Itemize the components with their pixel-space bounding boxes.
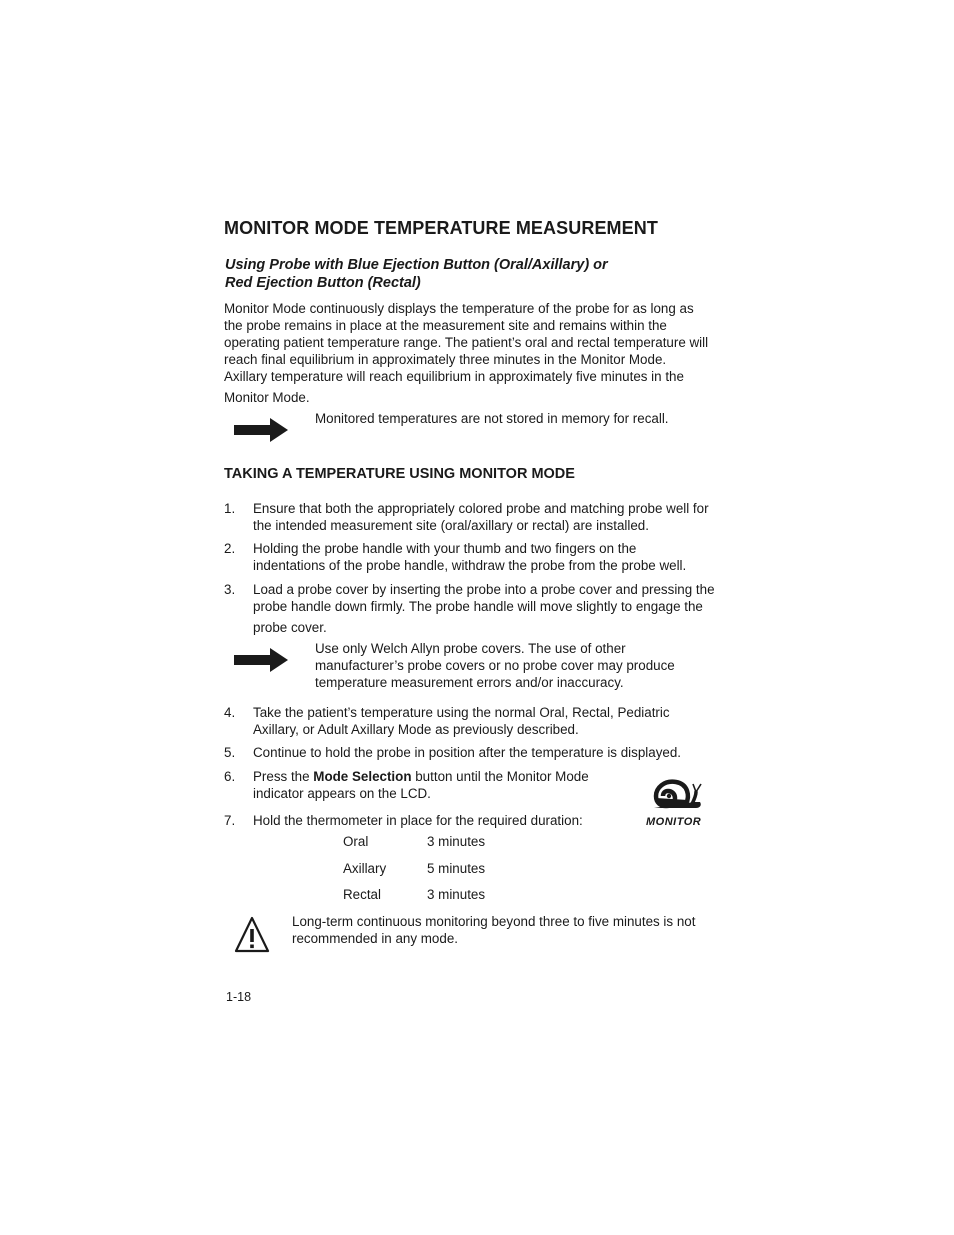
step-number: 6.: [224, 769, 236, 784]
duration-site: Oral: [343, 834, 369, 849]
step-number: 3.: [224, 582, 236, 597]
section-title: TAKING A TEMPERATURE USING MONITOR MODE: [224, 466, 575, 482]
step-number: 5.: [224, 745, 236, 760]
step-line: Axillary, or Adult Axillary Mode as previously described.: [253, 722, 579, 737]
step-number: 4.: [224, 705, 236, 720]
caution-text: [292, 913, 732, 947]
monitor-label: MONITOR: [646, 816, 702, 828]
duration-time: 3 minutes: [427, 887, 486, 902]
duration-site: Axillary: [343, 861, 387, 876]
step-line: Hold the thermometer in place for the required duration:: [253, 813, 583, 828]
duration-time: 5 minutes: [427, 861, 486, 876]
subtitle: [225, 256, 608, 292]
step-line: Holding the probe handle with your thumb and two fingers on the: [253, 541, 637, 556]
step-number: 7.: [224, 813, 236, 828]
note-memory: Monitored temperatures are not stored in memory for recall.: [315, 411, 669, 426]
step-line: indentations of the probe handle, withdraw the probe from the probe well.: [253, 558, 687, 573]
caution-line: recommended in any mode.: [292, 931, 458, 946]
right-arrow-icon: [234, 648, 288, 672]
step-line: indicator appears on the LCD.: [253, 786, 431, 801]
step-line: Load a probe cover by inserting the probe into a probe cover and pressing the: [253, 582, 715, 597]
subtitle-line-1: Using Probe with Blue Ejection Button (Oral/Axillary) or: [225, 257, 608, 273]
note-line: manufacturer’s probe covers or no probe cover may produce: [315, 658, 675, 673]
mode-selection-label: Mode Selection: [313, 769, 412, 784]
step-number: 1.: [224, 501, 236, 516]
intro-line: operating patient temperature range. The patient’s oral and rectal temperature will: [224, 335, 709, 350]
intro-line: Axillary temperature will reach equilibrium in approximately five minutes in the: [224, 369, 684, 384]
step-line: the intended measurement site (oral/axillary or rectal) are installed.: [253, 518, 649, 533]
intro-paragraph: [224, 300, 734, 406]
right-arrow-icon: [234, 418, 288, 442]
page-title: MONITOR MODE TEMPERATURE MEASUREMENT: [224, 218, 658, 238]
note-probe-covers: [315, 640, 735, 691]
step-line: Ensure that both the appropriately colored probe and matching probe well for: [253, 501, 709, 516]
snail-monitor-icon: [644, 778, 714, 810]
step-line: Continue to hold the probe in position after the temperature is displayed.: [253, 745, 682, 760]
monitor-indicator: [644, 778, 714, 826]
note-line: Use only Welch Allyn probe covers. The use of other: [315, 641, 626, 656]
note-line: temperature measurement errors and/or inaccuracy.: [315, 675, 624, 690]
step-2: [253, 540, 733, 574]
intro-line: Monitor Mode continuously displays the temperature of the probe for as long as: [224, 301, 694, 316]
warning-triangle-icon: [234, 916, 270, 954]
step-line: [253, 768, 633, 785]
step-6: [253, 768, 633, 802]
step-line: probe handle down firmly. The probe handle will move slightly to engage the: [253, 599, 703, 614]
step-1: [253, 500, 733, 534]
step-5: [253, 744, 733, 761]
step-text-suffix: button until the Monitor Mode: [411, 769, 589, 784]
duration-time: 3 minutes: [427, 834, 486, 849]
step-7: [253, 812, 623, 829]
subtitle-line-2: Red Ejection Button (Rectal): [225, 275, 421, 291]
duration-site: Rectal: [343, 887, 381, 902]
intro-line: reach final equilibrium in approximately three minutes in the Monitor Mode.: [224, 352, 667, 367]
step-3: [253, 581, 733, 636]
intro-line: the probe remains in place at the measurement site and remains within the: [224, 318, 667, 333]
caution-line: Long-term continuous monitoring beyond three to five minutes is not: [292, 914, 696, 929]
step-number: 2.: [224, 541, 236, 556]
step-4: [253, 704, 733, 738]
step-text-prefix: Press the: [253, 769, 314, 784]
intro-line: Monitor Mode.: [224, 390, 310, 405]
page-number: 1-18: [226, 990, 252, 1004]
step-line: probe cover.: [253, 620, 327, 635]
step-line: Take the patient’s temperature using the normal Oral, Rectal, Pediatric: [253, 705, 670, 720]
